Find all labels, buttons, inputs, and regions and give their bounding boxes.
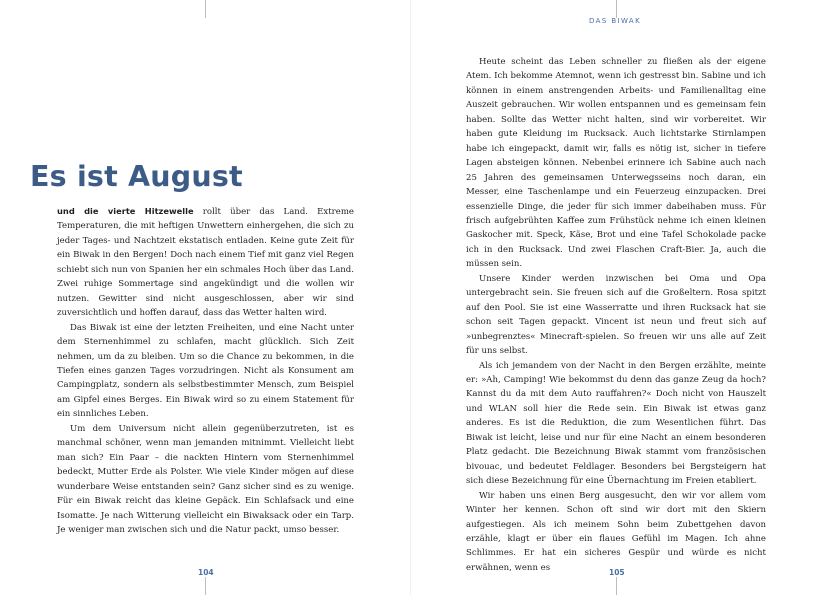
paragraph: Heute scheint das Leben schneller zu fließen als der eigene Atem. Ich bekomme Atemnot, wenn ich gestresst bin. Sabine und ich können in einem anstrengenden Arbeits- und Familienalltag eine Auszeit gebrauchen. Wir wollen entspannen und es gemeinsam fein haben. Sollte das Wetter nicht halten, sind wir vorbereitet. Wir haben gute Kleidung im Rucksack. Auch lichtstarke Stirnlampen habe ich eingepackt, damit wir, falls es nötig ist, sicher in tiefere Lagen absteigen können. Nebenbei erinnere ich Sabine auch nach 25 Jahren des gemeinsamen Unterwegsseins noch daran, ein Messer, eine Taschenlampe und ein Feuerzeug einzupacken. Drei essenzielle Dinge, die jeder für sich immer dabeihaben muss. Für frisch aufgebrühten Kaffee zum Frühstück nehme ich einen kleinen Gaskocher mit. Speck, Käse, Brot und eine Tafel Schokolade packe ich in den Rucksack. Und zwei Flaschen Craft-Bier. Ja, auch die müssen sein. (466, 57, 766, 270)
left-body-text (57, 204, 354, 537)
right-body-text (466, 55, 766, 575)
crop-mark-bottom (616, 577, 617, 595)
paragraph: Das Biwak ist eine der letzten Freiheiten, und eine Nacht unter dem Sternenhimmel zu schlafen, macht glücklich. Sich Zeit nehmen, um da zu bleiben. Um so die Chance zu bekommen, in die Tiefen eines ganzen Tages vorzudringen. Nicht als Konsument am Campingplatz, sondern als selbstbestimmter Mensch, zum Beispiel am Gipfel eines Berges. Ein Biwak wird so zu einem Statement für ein sinnliches Leben. (57, 322, 354, 420)
paragraph: Unsere Kinder werden inzwischen bei Oma und Opa untergebracht sein. Sie freuen sich auf die Großeltern. Rosa spitzt auf den Pool. Sie ist eine Wasserratte und ihren Rucksack hat sie schon seit Tagen gepackt. Vincent ist neun und freut sich auf »unbegrenztes« Minecraft-spielen. So freuen wir uns alle auf Zeit für uns selbst. (466, 273, 766, 357)
opening-paragraph (57, 204, 354, 321)
lead-in: und die vierte Hitzewelle (57, 206, 194, 216)
page-number: 104 (198, 568, 214, 577)
paragraph: Als ich jemandem von der Nacht in den Bergen erzählte, meinte er: »Ah, Camping! Wie bekommst du denn das ganze Zeug da hoch? Kannst du da mit dem Auto rauffahren?« Doch nicht von Hauszelt und WLAN soll hier die Rede sein. Ein Biwak ist etwas ganz anderes. Es ist die Reduktion, die zum Wesentlichen führt. Das Biwak ist leicht, leise und nur für eine Nacht an einem besonderen Platz gedacht. Die Bezeichnung Biwak stammt vom französischen bivouac, und bedeutet Feldlager. Besonders bei Bergsteigern hat sich diese Bezeichnung für eine Übernachtung im Freien etabliert. (466, 360, 766, 487)
right-page (411, 0, 822, 595)
paragraph: Wir haben uns einen Berg ausgesucht, den wir vor allem vom Winter her kennen. Schon oft sind wir dort mit den Skiern aufgestiegen. Als ich meinem Sohn beim Zubettgehen davon erzähle, klagt er über ein flaues Gefühl im Magen. Ich ahne Schlimmes. Er hat ein sicheres Gespür und würde es nicht erwähnen, wenn es (466, 490, 766, 573)
opening-paragraph-text: rollt über das Land. Extreme Temperaturen, die mit heftigen Unwettern einhergehen, die sich zu jeder Tages- und Nachtzeit ekstatisch entladen. Keine gute Zeit für ein Biwak in den Bergen! Doch nach einem Tief mit ganz viel Regen schiebt sich nun von Spanien her ein schmales Hoch über das Land. Zwei ruhige Sommertage sind angekündigt und die wollen wir nutzen. Gewitter sind nicht ausgeschlossen, aber wir sind zuversichtlich und hoffen darauf, dass das Wetter halten wird. (57, 207, 354, 319)
page-number: 105 (609, 568, 625, 577)
paragraph: Um dem Universum nicht allein gegenüberzutreten, ist es manchmal schöner, wenn man jemanden mitnimmt. Vielleicht liebt man sich? Ein Paar – die nackten Hintern vom Sternenhimmel bedeckt, Mutter Erde als Polster. Wie viele Kinder mögen auf diese wunderbare Weise entstanden sein? Ganz sicher sind es zu wenige. Für ein Biwak reicht das kleine Gepäck. Ein Schlafsack und eine Isomatte. Je nach Witterung vielleicht ein Biwaksack oder ein Tarp. Je weniger man zwischen sich und die Natur packt, umso besser. (57, 423, 354, 535)
crop-mark-top (616, 0, 617, 18)
crop-mark-bottom (205, 577, 206, 595)
crop-mark-top (205, 0, 206, 18)
chapter-title: Es ist August (30, 160, 243, 193)
running-head: DAS BIWAK (589, 17, 642, 25)
